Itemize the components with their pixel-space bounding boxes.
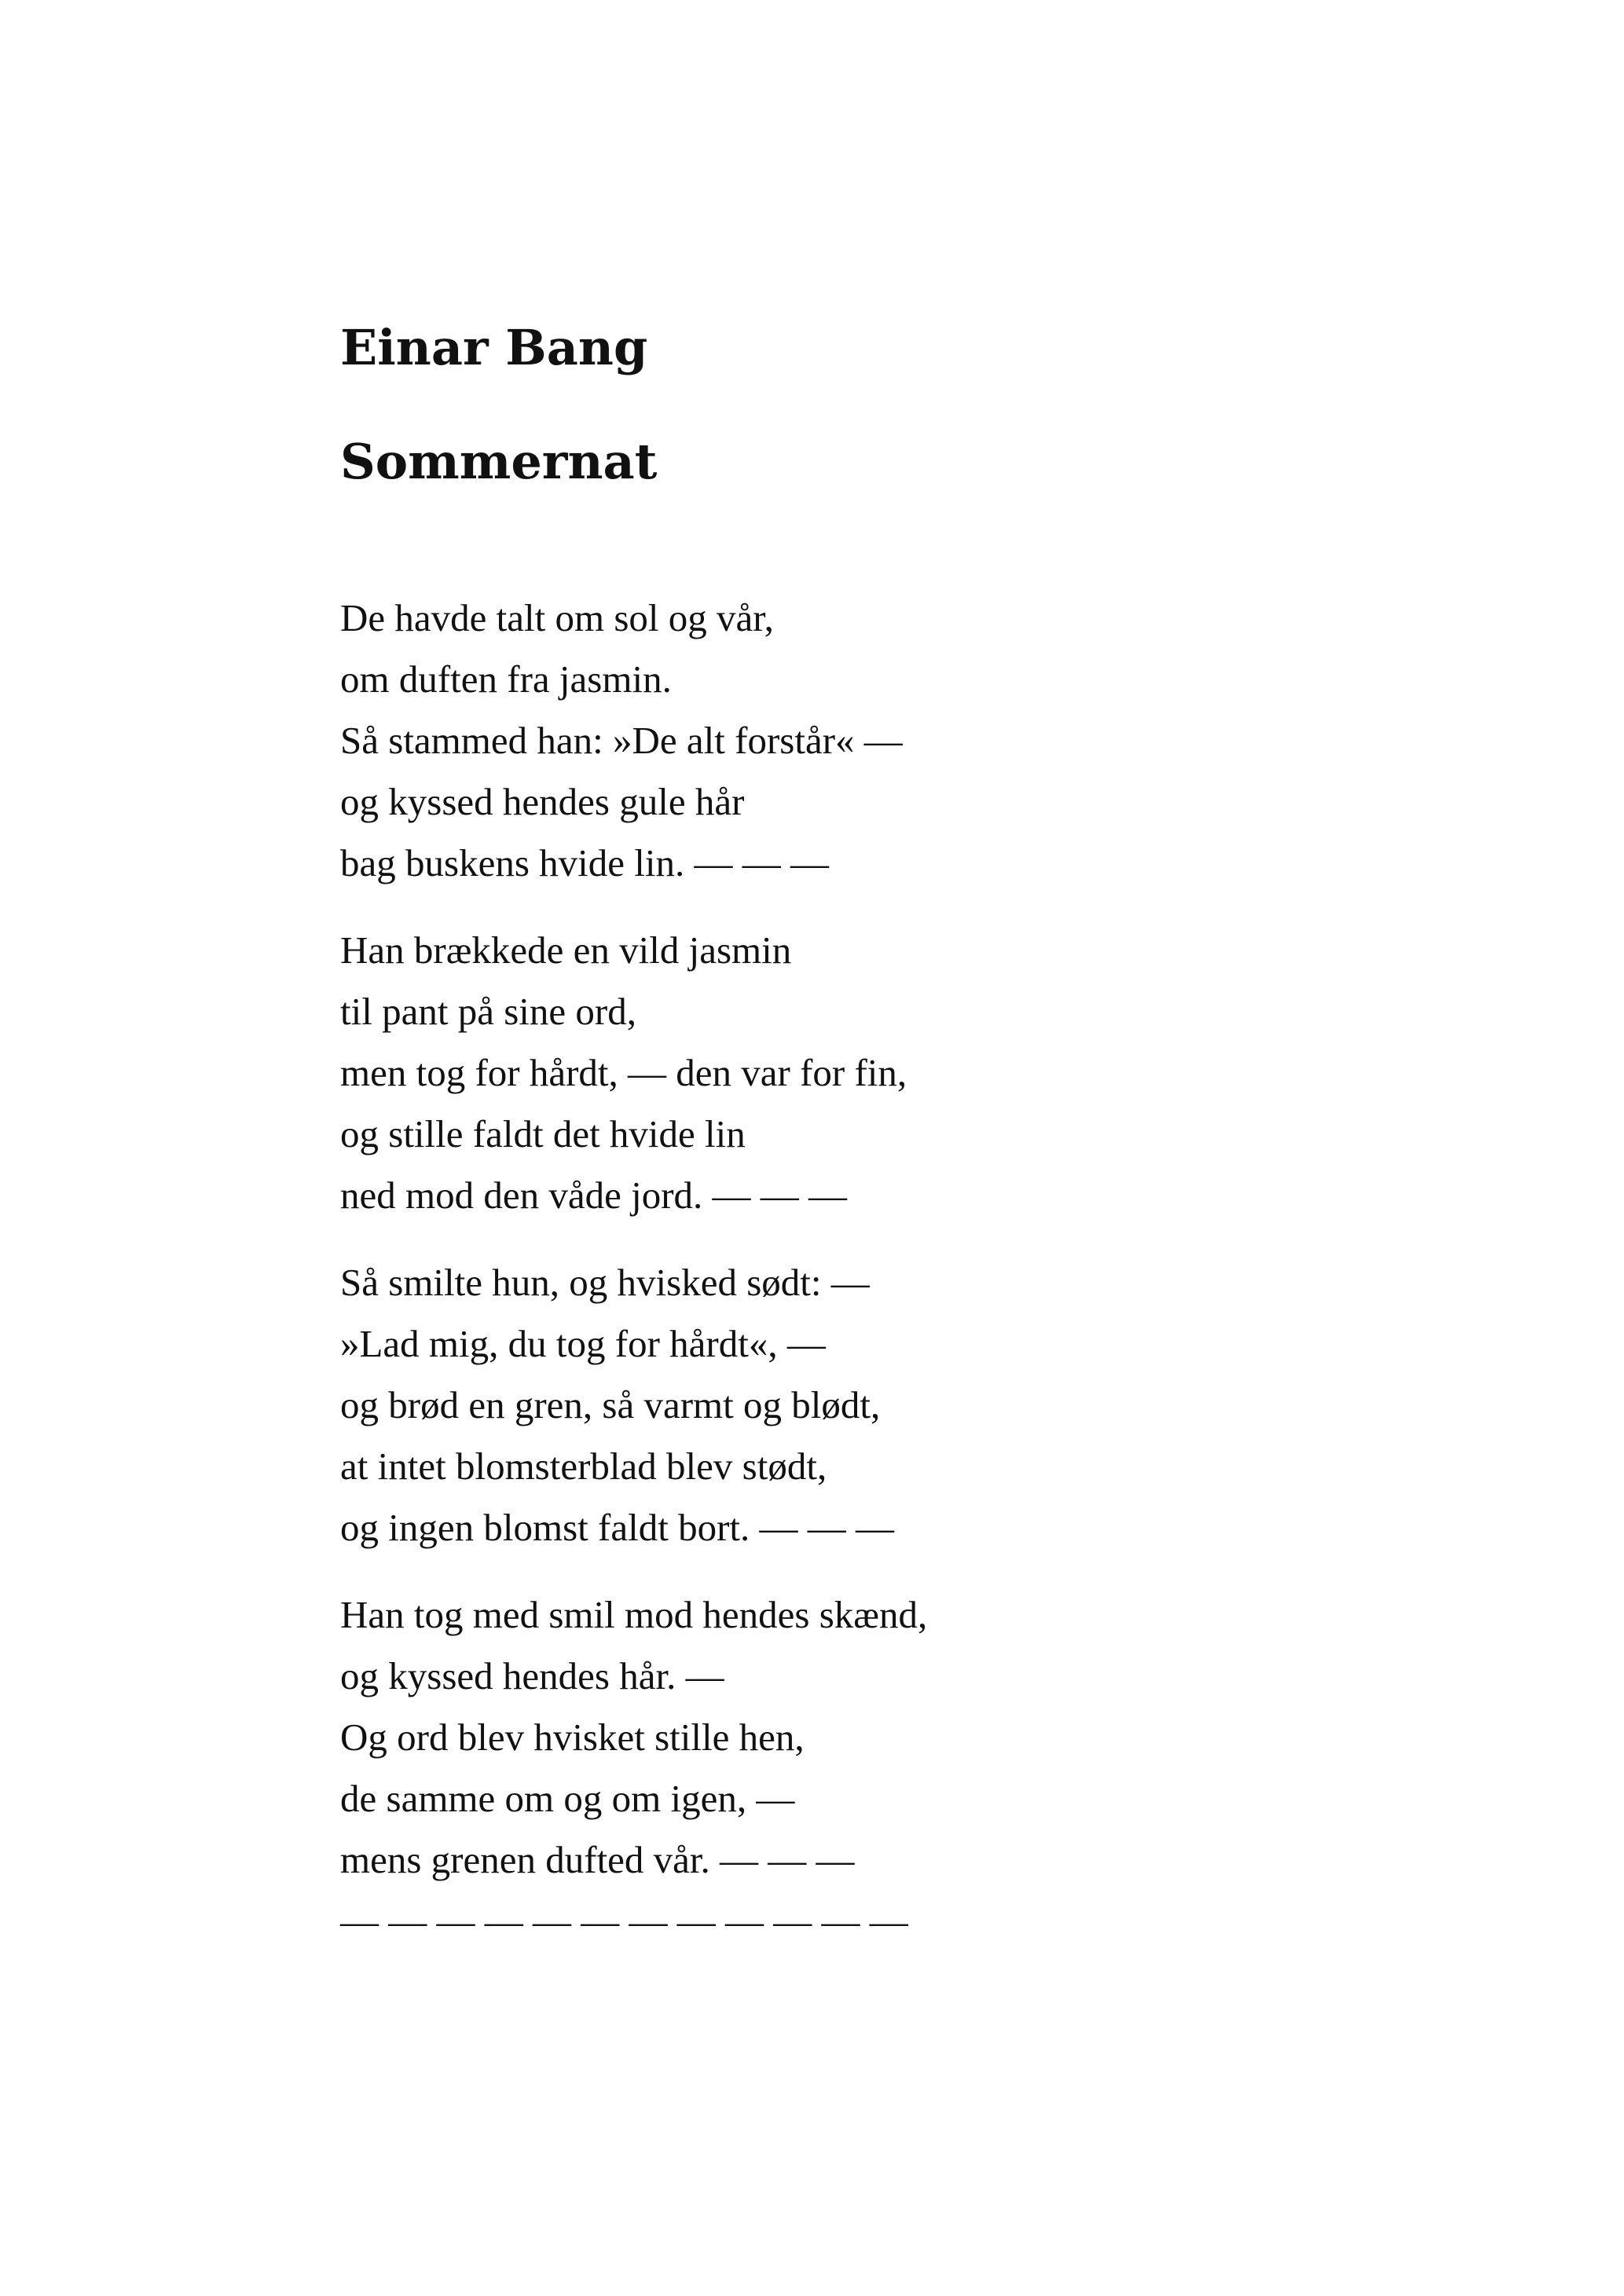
poem-line: De havde talt om sol og vår, xyxy=(340,596,774,639)
poem-line: bag buskens hvide lin. — — — xyxy=(340,841,829,884)
poem-line: mens grenen dufted vår. — — — xyxy=(340,1838,855,1881)
poem-line: Så smilte hun, og hvisked sødt: — xyxy=(340,1261,870,1304)
poem-line: Så stammed han: »De alt forstår« — xyxy=(340,719,903,762)
poem-line: ned mod den våde jord. — — — xyxy=(340,1174,848,1217)
author-heading: Einar Bang xyxy=(340,319,648,376)
poem-line: og ingen blomst faldt bort. — — — xyxy=(340,1506,894,1549)
poem-line: om duften fra jasmin. xyxy=(340,657,672,701)
poem-line: og stille faldt det hvide lin xyxy=(340,1112,746,1155)
poem-line: og kyssed hendes gule hår xyxy=(340,780,745,823)
stanza-2 xyxy=(340,920,927,1226)
poem-title: Sommernat xyxy=(340,433,658,490)
stanza-4 xyxy=(340,1584,927,1952)
poem-line: »Lad mig, du tog for hårdt«, — xyxy=(340,1322,826,1365)
poem-line: Han tog med smil mod hendes skænd, xyxy=(340,1593,928,1636)
poem-body xyxy=(340,588,927,1952)
poem-line: men tog for hårdt, — den var for fin, xyxy=(340,1051,907,1094)
poem-line: og brød en gren, så varmt og blødt, xyxy=(340,1383,881,1426)
closing-dash-line: — — — — — — — — — — — — xyxy=(340,1899,908,1943)
poem-line: Og ord blev hvisket stille hen, xyxy=(340,1716,805,1759)
poem-line: og kyssed hendes hår. — xyxy=(340,1654,724,1697)
poem-line: til pant på sine ord, xyxy=(340,990,636,1033)
poem-line: at intet blomsterblad blev stødt, xyxy=(340,1445,827,1488)
stanza-1 xyxy=(340,588,927,894)
poem-line: de samme om og om igen, — xyxy=(340,1777,795,1820)
poem-line: Han brækkede en vild jasmin xyxy=(340,928,792,972)
stanza-3 xyxy=(340,1252,927,1558)
